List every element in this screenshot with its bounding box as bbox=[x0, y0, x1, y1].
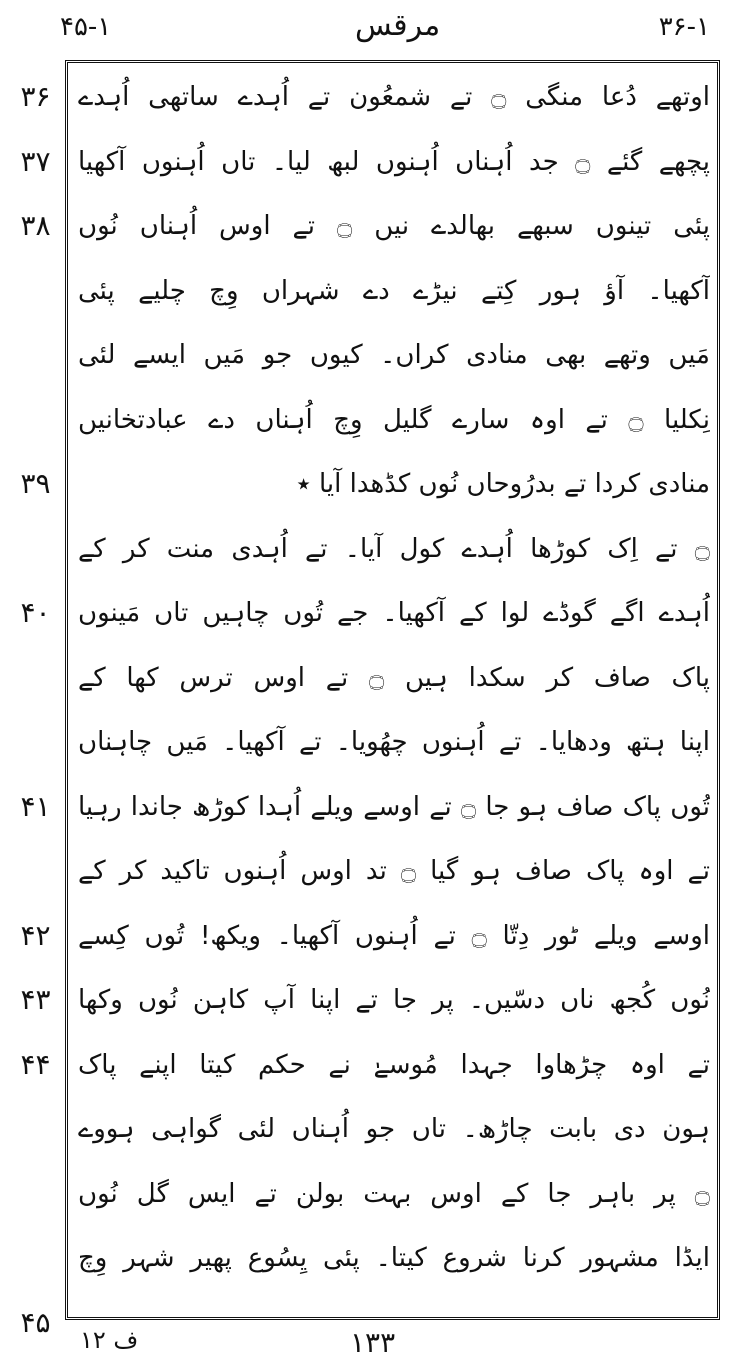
text-line: ایڈا مشہور کرنا شروع کیتا۔ پئی یِسُوع پھیر شہر وِچ bbox=[78, 1243, 710, 1273]
text-line: پاک صاف کر سکدا ہیں ۝ تے اوس ترس کھا کے bbox=[78, 662, 710, 693]
verse-number: ۴۰ bbox=[20, 596, 51, 629]
printer-signature: ف ۱۲ bbox=[80, 1326, 139, 1354]
header-verse-range-start: ۳۶-۱ bbox=[658, 12, 710, 42]
text-line: مَیں وتھے بھی منادی کراں۔ کیوں جو مَیں ایسے لئی bbox=[78, 340, 710, 370]
verse-number: ۳۶ bbox=[20, 80, 51, 113]
text-line: تے اوہ چڑھاوا جہدا مُوسےٰ نے حکم کیتا اپنے پاک bbox=[78, 1049, 710, 1080]
header-verse-range-end: ۴۵-۱ bbox=[60, 12, 112, 42]
header-book-title: مرقس bbox=[355, 8, 441, 43]
text-line: اُہدے اگے گوڈے لوا کے آکھیا۔ جے تُوں چاہیں تاں مَینوں bbox=[78, 598, 710, 628]
text-line: تے اوہ پاک صاف ہو گیا ۝ تد اوس اُہنوں تاکید کر کے bbox=[78, 856, 710, 886]
page-number: ۱۳۳ bbox=[350, 1326, 396, 1359]
verse-number: ۴۱ bbox=[20, 789, 51, 823]
text-line: نِکلیا ۝ تے اوہ سارے گلیل وِچ اُہناں دے عبادتخانیں bbox=[78, 404, 710, 435]
text-line: پچھے گئے ۝ جد اُہناں اُہنوں لبھ لیا۔ تاں اُہنوں آکھیا bbox=[78, 146, 710, 177]
text-line: ۝ پر باہر جا کے اوس بہت بولن تے ایس گل نُوں bbox=[78, 1178, 710, 1209]
verse-number: ۳۸ bbox=[20, 209, 51, 242]
verse-number: ۴۳ bbox=[20, 983, 51, 1016]
text-line: اپنا ہتھ ودھایا۔ تے اُہنوں چھُویا۔ تے آکھیا۔ مَیں چاہناں bbox=[78, 727, 710, 757]
text-line: پئی تینوں سبھے بھالدے نیں ۝ تے اوس اُہناں نُوں bbox=[78, 211, 710, 241]
text-line: ہون دی بابت چاڑھ۔ تاں جو اُہناں لئی گواہی ہووے bbox=[78, 1114, 710, 1144]
verse-number: ۴۴ bbox=[20, 1047, 51, 1081]
text-line: آکھیا۔ آؤ ہور کِتے نیڑے دے شہراں وِچ چلیے پئی bbox=[78, 275, 710, 306]
text-line: تُوں پاک صاف ہو جا ۝ تے اوسے ویلے اُہدا کوڑھ جاندا رہیا bbox=[78, 791, 710, 822]
text-line: ۝ تے اِک کوڑھا اُہدے کول آیا۔ تے اُہدی منت کر کے bbox=[78, 533, 710, 564]
text-line: نُوں کُجھ ناں دسّیں۔ پر جا تے اپنا آپ کاہن نُوں وکھا bbox=[78, 985, 710, 1015]
text-line: اوتھے دُعا منگی ۝ تے شمعُون تے اُہدے ساتھی اُہدے bbox=[78, 82, 710, 112]
verse-number: ۳۷ bbox=[20, 144, 51, 178]
verse-number: ۳۹ bbox=[20, 467, 51, 500]
page-footer bbox=[60, 1326, 710, 1366]
scripture-text bbox=[78, 70, 710, 1310]
page-header bbox=[60, 8, 710, 54]
verse-number: ۴۲ bbox=[20, 918, 51, 952]
verse-number: ۴۵ bbox=[20, 1305, 51, 1339]
text-line: اوسے ویلے ٹور دِتّا ۝ تے اُہنوں آکھیا۔ ویکھ! تُوں کِسے bbox=[78, 920, 710, 951]
text-line: منادی کردا تے بدرُوحاں نُوں کڈھدا آیا ٭ bbox=[296, 469, 710, 499]
verse-number-column bbox=[8, 60, 63, 1339]
